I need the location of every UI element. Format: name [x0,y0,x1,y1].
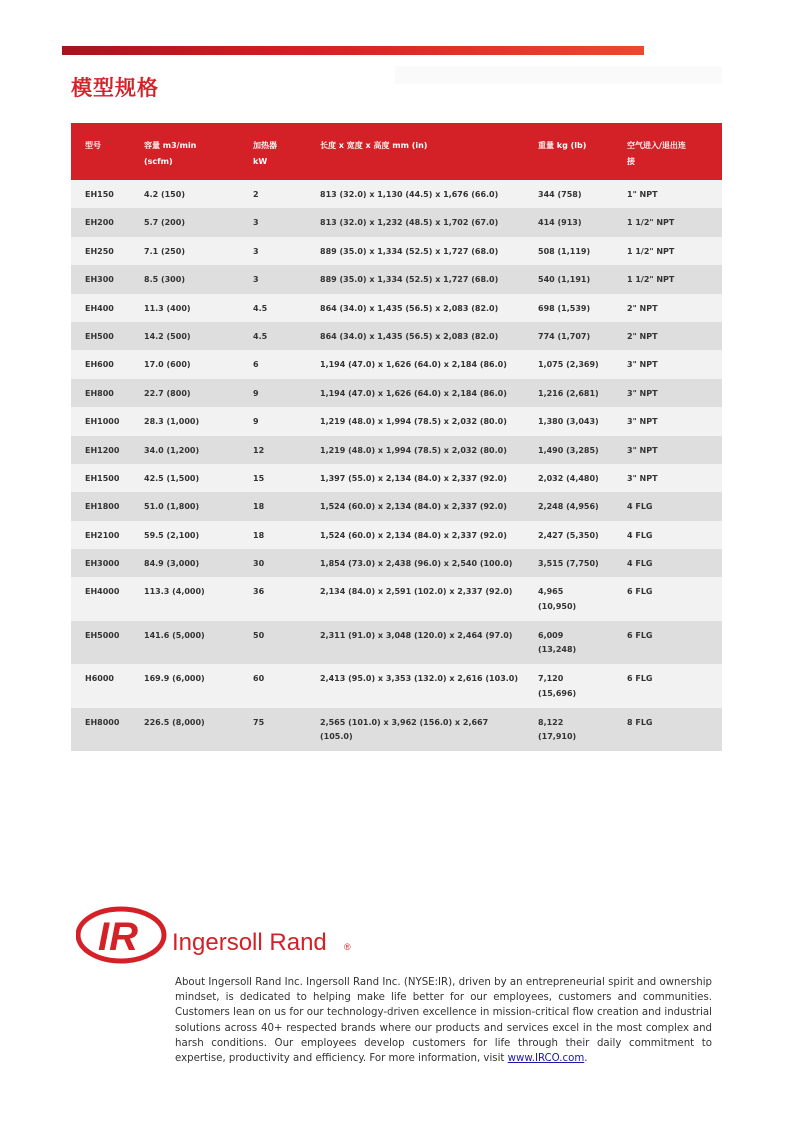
header-weight: 重量 kg (lb) [524,123,613,180]
table-row [71,464,722,492]
cell-model: EH1500 [71,464,130,492]
cell-capacity: 4.2 (150) [130,180,239,208]
cell-dimensions: 2,413 (95.0) x 3,353 (132.0) x 2,616 (103.0) [306,664,524,708]
table-row [71,407,722,435]
cell-dimensions: 2,311 (91.0) x 3,048 (120.0) x 2,464 (97.0) [306,621,524,665]
table-row [71,350,722,378]
cell-heater-kw: 15 [239,464,306,492]
cell-capacity: 113.3 (4,000) [130,577,239,621]
cell-heater-kw: 3 [239,237,306,265]
cell-dimensions: 1,194 (47.0) x 1,626 (64.0) x 2,184 (86.0) [306,379,524,407]
table-row [71,436,722,464]
cell-model: H6000 [71,664,130,708]
cell-dimensions: 813 (32.0) x 1,130 (44.5) x 1,676 (66.0) [306,180,524,208]
cell-capacity: 5.7 (200) [130,208,239,236]
spec-table-body [71,180,722,751]
cell-heater-kw: 9 [239,379,306,407]
cell-weight: 344 (758) [524,180,613,208]
cell-heater-kw: 3 [239,208,306,236]
table-row [71,208,722,236]
cell-dimensions: 1,219 (48.0) x 1,994 (78.5) x 2,032 (80.0) [306,436,524,464]
cell-weight: 1,075 (2,369) [524,350,613,378]
cell-model: EH4000 [71,577,130,621]
cell-dimensions: 1,194 (47.0) x 1,626 (64.0) x 2,184 (86.0) [306,350,524,378]
cell-weight: 698 (1,539) [524,294,613,322]
cell-dimensions: 1,397 (55.0) x 2,134 (84.0) x 2,337 (92.0) [306,464,524,492]
cell-dimensions: 864 (34.0) x 1,435 (56.5) x 2,083 (82.0) [306,322,524,350]
cell-connection: 4 FLG [613,521,722,549]
cell-connection: 1 1/2" NPT [613,265,722,293]
cell-weight: 414 (913) [524,208,613,236]
cell-capacity: 84.9 (3,000) [130,549,239,577]
cell-heater-kw: 60 [239,664,306,708]
cell-capacity: 226.5 (8,000) [130,708,239,752]
table-row [71,664,722,708]
cell-weight: 2,248 (4,956) [524,492,613,520]
cell-model: EH500 [71,322,130,350]
table-row [71,577,722,621]
table-row [71,379,722,407]
spec-table [71,123,722,751]
cell-dimensions: 864 (34.0) x 1,435 (56.5) x 2,083 (82.0) [306,294,524,322]
table-row [71,492,722,520]
cell-dimensions: 889 (35.0) x 1,334 (52.5) x 1,727 (68.0) [306,265,524,293]
cell-connection: 1 1/2" NPT [613,208,722,236]
header-connection: 空气进入/退出连 接 [613,123,722,180]
cell-heater-kw: 75 [239,708,306,752]
cell-dimensions: 2,565 (101.0) x 3,962 (156.0) x 2,667 (105.0) [306,708,524,752]
cell-heater-kw: 4.5 [239,294,306,322]
cell-heater-kw: 18 [239,492,306,520]
cell-capacity: 17.0 (600) [130,350,239,378]
about-trailing: . [584,1053,588,1065]
cell-heater-kw: 2 [239,180,306,208]
cell-capacity: 11.3 (400) [130,294,239,322]
cell-capacity: 141.6 (5,000) [130,621,239,665]
cell-model: EH150 [71,180,130,208]
spec-table-header-row [71,123,722,180]
cell-weight: 3,515 (7,750) [524,549,613,577]
cell-heater-kw: 6 [239,350,306,378]
cell-weight: 6,009 (13,248) [524,621,613,665]
cell-weight: 540 (1,191) [524,265,613,293]
logo-mark: IR [98,915,138,959]
cell-connection: 3" NPT [613,350,722,378]
cell-weight: 4,965 (10,950) [524,577,613,621]
cell-weight: 8,122 (17,910) [524,708,613,752]
cell-connection: 6 FLG [613,621,722,665]
cell-capacity: 34.0 (1,200) [130,436,239,464]
table-row [71,621,722,665]
cell-model: EH1800 [71,492,130,520]
header-capacity: 容量 m3/min (scfm) [130,123,239,180]
cell-capacity: 7.1 (250) [130,237,239,265]
cell-weight: 1,216 (2,681) [524,379,613,407]
table-row [71,322,722,350]
cell-dimensions: 2,134 (84.0) x 2,591 (102.0) x 2,337 (92.0) [306,577,524,621]
header-accent-bar [62,46,644,55]
cell-capacity: 42.5 (1,500) [130,464,239,492]
cell-capacity: 28.3 (1,000) [130,407,239,435]
cell-connection: 3" NPT [613,407,722,435]
cell-heater-kw: 4.5 [239,322,306,350]
cell-connection: 4 FLG [613,549,722,577]
cell-model: EH300 [71,265,130,293]
cell-heater-kw: 9 [239,407,306,435]
cell-dimensions: 1,524 (60.0) x 2,134 (84.0) x 2,337 (92.0) [306,521,524,549]
cell-connection: 8 FLG [613,708,722,752]
table-row [71,294,722,322]
cell-capacity: 169.9 (6,000) [130,664,239,708]
cell-capacity: 14.2 (500) [130,322,239,350]
about-paragraph [175,975,712,1066]
cell-dimensions: 1,219 (48.0) x 1,994 (78.5) x 2,032 (80.0) [306,407,524,435]
table-row [71,549,722,577]
logo-registered: ® [344,942,351,952]
cell-dimensions: 889 (35.0) x 1,334 (52.5) x 1,727 (68.0) [306,237,524,265]
cell-capacity: 22.7 (800) [130,379,239,407]
cell-weight: 2,427 (5,350) [524,521,613,549]
cell-model: EH250 [71,237,130,265]
cell-heater-kw: 36 [239,577,306,621]
logo-wordmark: Ingersoll Rand [172,929,327,956]
cell-weight: 7,120 (15,696) [524,664,613,708]
cell-dimensions: 1,524 (60.0) x 2,134 (84.0) x 2,337 (92.0) [306,492,524,520]
cell-connection: 6 FLG [613,664,722,708]
cell-capacity: 8.5 (300) [130,265,239,293]
page-title: 模型规格 [71,76,159,100]
cell-model: EH5000 [71,621,130,665]
cell-heater-kw: 3 [239,265,306,293]
cell-model: EH2100 [71,521,130,549]
table-row [71,521,722,549]
cell-weight: 1,380 (3,043) [524,407,613,435]
ingersoll-rand-logo [76,905,356,965]
table-row [71,708,722,752]
cell-connection: 1 1/2" NPT [613,237,722,265]
cell-model: EH1200 [71,436,130,464]
cell-capacity: 59.5 (2,100) [130,521,239,549]
header-dimensions: 长度 x 宽度 x 高度 mm (in) [306,123,524,180]
header-heater: 加热器 kW [239,123,306,180]
cell-weight: 2,032 (4,480) [524,464,613,492]
cell-connection: 3" NPT [613,436,722,464]
cell-weight: 508 (1,119) [524,237,613,265]
cell-model: EH400 [71,294,130,322]
cell-connection: 3" NPT [613,464,722,492]
table-row [71,265,722,293]
header-model: 型号 [71,123,130,180]
cell-capacity: 51.0 (1,800) [130,492,239,520]
cell-connection: 2" NPT [613,322,722,350]
table-row [71,237,722,265]
cell-model: EH800 [71,379,130,407]
cell-heater-kw: 18 [239,521,306,549]
cell-model: EH600 [71,350,130,378]
cell-weight: 1,490 (3,285) [524,436,613,464]
cell-connection: 1" NPT [613,180,722,208]
cell-heater-kw: 12 [239,436,306,464]
company-website-link[interactable]: www.IRCO.com [507,1053,585,1065]
cell-model: EH3000 [71,549,130,577]
cell-heater-kw: 50 [239,621,306,665]
cell-model: EH200 [71,208,130,236]
cell-dimensions: 1,854 (73.0) x 2,438 (96.0) x 2,540 (100.0) [306,549,524,577]
cell-connection: 4 FLG [613,492,722,520]
cell-model: EH1000 [71,407,130,435]
table-row [71,180,722,208]
cell-connection: 6 FLG [613,577,722,621]
cell-dimensions: 813 (32.0) x 1,232 (48.5) x 1,702 (67.0) [306,208,524,236]
cell-model: EH8000 [71,708,130,752]
cell-connection: 2" NPT [613,294,722,322]
about-text: About Ingersoll Rand Inc. Ingersoll Rand Inc. (NYSE:IR), driven by an entrepreneurial spirit and ownership mindset, is dedicated to helping make life better for our employees, customers and communities. Customers lean on us for our technology-driven excellence in mission-critical flow creation and industrial solutions across 40+ respected brands where our products and services excel in the most complex and harsh conditions. Our employees develop customers for life through their daily commitment to expertise, productivity and efficiency. For more information, visit [175,977,712,1065]
cell-weight: 774 (1,707) [524,322,613,350]
cell-heater-kw: 30 [239,549,306,577]
cell-connection: 3" NPT [613,379,722,407]
header-faint-strip [395,66,722,84]
